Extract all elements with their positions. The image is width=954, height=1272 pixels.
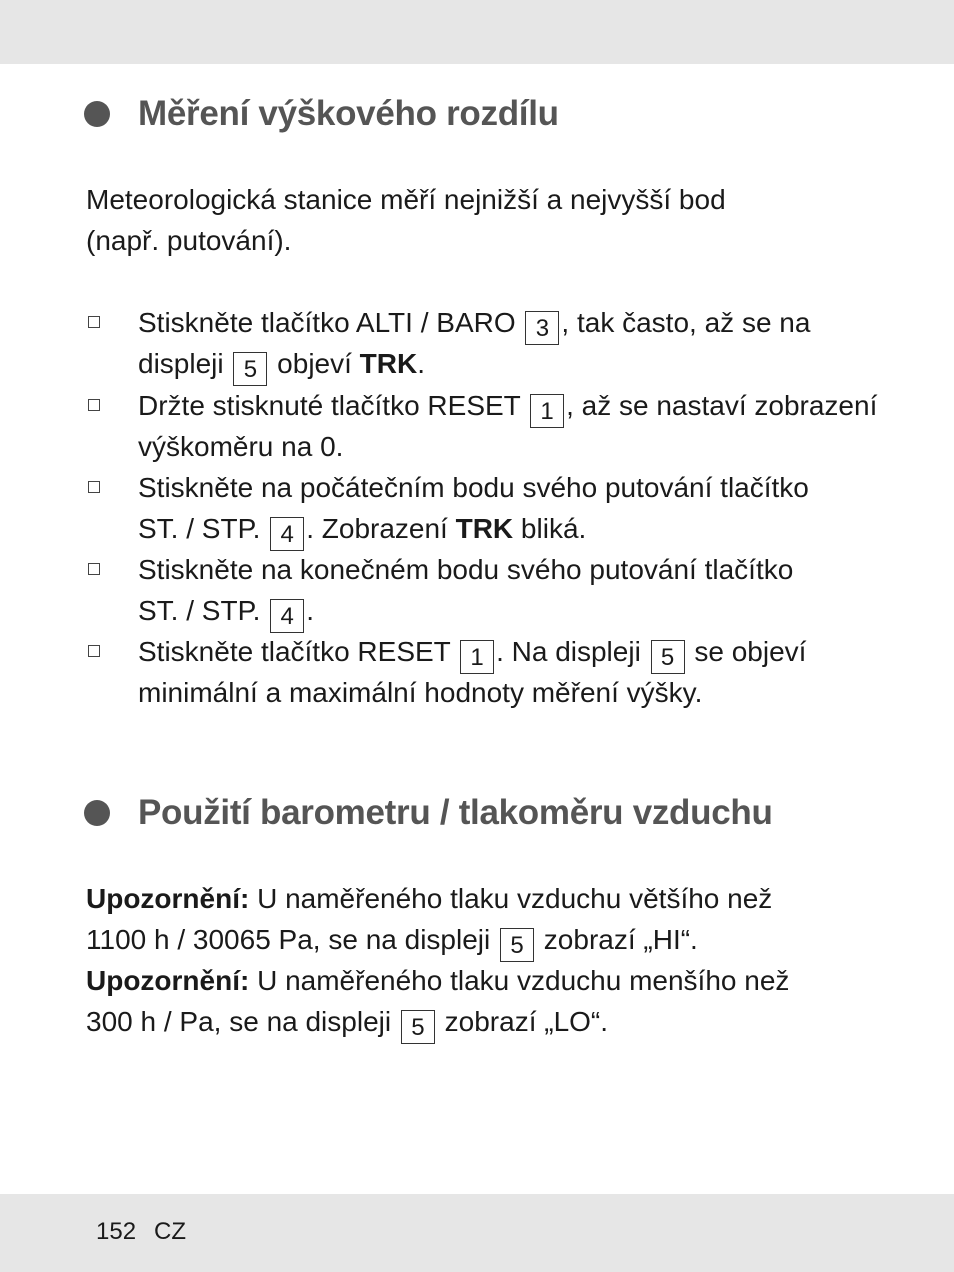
note-label: Upozornění:: [86, 965, 250, 996]
checkbox-icon: [88, 399, 100, 411]
checkbox-icon: [88, 316, 100, 328]
section-heading-barometer: [84, 793, 773, 833]
page-footer: [96, 1218, 186, 1246]
checkbox-icon: [88, 563, 100, 575]
step-line: Držte stisknuté tlačítko RESET 1 , až se nastaví zobrazení: [138, 385, 877, 428]
checkbox-icon: [88, 645, 100, 657]
note-line: 300 h / Pa, se na displeji 5 zobrazí „LO“.: [86, 1001, 608, 1044]
display-code: TRK: [359, 348, 418, 379]
section-title: Použití barometru / tlakoměru vzduchu: [138, 793, 773, 832]
step-line: displeji 5 objeví TRK.: [138, 343, 425, 386]
note-line: 1100 h / 30065 Pa, se na displeji 5 zobrazí „HI“.: [86, 919, 698, 962]
note-line: Upozornění: U naměřeného tlaku vzduchu většího než: [86, 883, 773, 914]
bullet-dot-icon: [84, 101, 110, 127]
display-code: TRK: [455, 513, 514, 544]
language-code: CZ: [154, 1218, 187, 1245]
reference-number-box: 5: [401, 1010, 435, 1044]
bullet-dot-icon: [84, 800, 110, 826]
section-heading-altitude: [84, 94, 559, 134]
reference-number-box: 1: [460, 640, 494, 674]
reference-number-box: 4: [270, 517, 304, 551]
reference-number-box: 5: [233, 352, 267, 386]
step-line: Stiskněte na počátečním bodu svého putování tlačítko: [138, 472, 809, 503]
intro-line-2: (např. putování).: [86, 225, 292, 256]
step-line: Stiskněte tlačítko ALTI / BARO 3 , tak často, až se na: [138, 302, 810, 345]
step-line: Stiskněte na konečném bodu svého putování tlačítko: [138, 554, 794, 585]
page-number: 152: [96, 1218, 137, 1245]
intro-line-1: Meteorologická stanice měří nejnižší a nejvyšší bod: [86, 184, 726, 215]
step-line: Stiskněte tlačítko RESET 1 . Na displeji 5 se objeví: [138, 631, 806, 674]
reference-number-box: 5: [651, 640, 685, 674]
reference-number-box: 3: [525, 311, 559, 345]
top-band: [0, 0, 954, 64]
step-line: ST. / STP. 4 . Zobrazení TRK bliká.: [138, 508, 586, 551]
step-line: výškoměru na 0.: [138, 431, 344, 462]
checkbox-icon: [88, 481, 100, 493]
note-line: Upozornění: U naměřeného tlaku vzduchu menšího než: [86, 965, 790, 996]
reference-number-box: 4: [270, 599, 304, 633]
section-title: Měření výškového rozdílu: [138, 94, 559, 133]
step-line: ST. / STP. 4 .: [138, 590, 314, 633]
reference-number-box: 1: [530, 394, 564, 428]
note-label: Upozornění:: [86, 883, 250, 914]
reference-number-box: 5: [500, 928, 534, 962]
step-line: minimální a maximální hodnoty měření výšky.: [138, 677, 703, 708]
